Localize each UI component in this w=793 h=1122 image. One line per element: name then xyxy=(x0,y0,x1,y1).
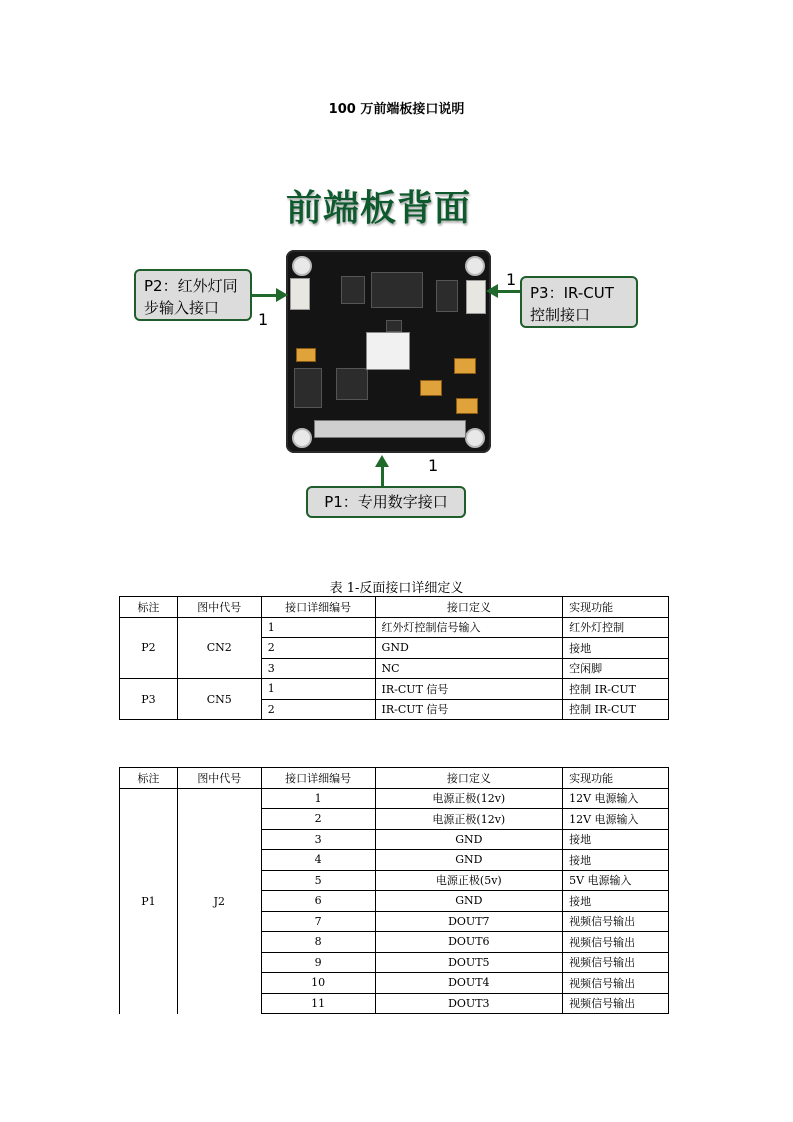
num-cell: 2 xyxy=(261,638,375,659)
num-cell: 11 xyxy=(261,993,375,1014)
header-cell: 标注 xyxy=(120,768,178,789)
table-row xyxy=(120,617,669,638)
header-cell: 接口定义 xyxy=(375,597,563,618)
def-cell: DOUT3 xyxy=(375,993,563,1014)
header-cell: 标注 xyxy=(120,597,178,618)
def-cell: GND xyxy=(375,891,563,912)
func-cell: 红外灯控制 xyxy=(563,617,669,638)
func-cell: 控制 IR-CUT xyxy=(563,699,669,720)
mount-hole xyxy=(292,428,312,448)
num-cell: 3 xyxy=(261,829,375,850)
header-cell: 实现功能 xyxy=(563,597,669,618)
def-cell: DOUT5 xyxy=(375,952,563,973)
mount-hole xyxy=(465,256,485,276)
def-cell: GND xyxy=(375,829,563,850)
num-cell: 4 xyxy=(261,850,375,871)
func-cell: 接地 xyxy=(563,829,669,850)
header-cell: 接口详细编号 xyxy=(261,597,375,618)
func-cell: 视频信号输出 xyxy=(563,911,669,932)
label-cell: P1 xyxy=(120,788,178,1014)
func-cell: 视频信号输出 xyxy=(563,993,669,1014)
num-cell: 7 xyxy=(261,911,375,932)
ic-chip xyxy=(336,368,368,400)
code-cell: J2 xyxy=(177,788,261,1014)
num-cell: 1 xyxy=(261,617,375,638)
func-cell: 接地 xyxy=(563,638,669,659)
num-cell: 8 xyxy=(261,932,375,953)
shield-plate xyxy=(366,332,410,370)
pin-one-mark: 1 xyxy=(258,310,269,329)
num-cell: 3 xyxy=(261,658,375,679)
table-row xyxy=(120,679,669,700)
def-cell: DOUT6 xyxy=(375,932,563,953)
arrow-p3 xyxy=(496,290,520,293)
callout-p1: P1：专用数字接口 xyxy=(306,486,466,518)
def-cell: IR-CUT 信号 xyxy=(375,679,563,700)
tantalum-capacitor xyxy=(296,348,316,362)
arrowhead-icon xyxy=(375,455,389,467)
func-cell: 接地 xyxy=(563,891,669,912)
table-row xyxy=(120,788,669,809)
ic-chip xyxy=(436,280,458,312)
def-cell: 电源正极(12v) xyxy=(375,809,563,830)
def-cell: GND xyxy=(375,850,563,871)
tantalum-capacitor xyxy=(456,398,478,414)
def-cell: NC xyxy=(375,658,563,679)
interface-table-j2 xyxy=(119,767,669,1014)
def-cell: GND xyxy=(375,638,563,659)
def-cell: IR-CUT 信号 xyxy=(375,699,563,720)
code-cell: CN5 xyxy=(177,679,261,720)
num-cell: 2 xyxy=(261,809,375,830)
ribbon-connector-j2 xyxy=(314,420,466,438)
def-cell: DOUT7 xyxy=(375,911,563,932)
mount-hole xyxy=(292,256,312,276)
def-cell: DOUT4 xyxy=(375,973,563,994)
header-cell: 接口详细编号 xyxy=(261,768,375,789)
num-cell: 9 xyxy=(261,952,375,973)
header-cell: 实现功能 xyxy=(563,768,669,789)
func-cell: 视频信号输出 xyxy=(563,973,669,994)
mount-hole xyxy=(465,428,485,448)
func-cell: 12V 电源输入 xyxy=(563,809,669,830)
header-cell: 图中代号 xyxy=(177,768,261,789)
func-cell: 视频信号输出 xyxy=(563,932,669,953)
def-cell: 红外灯控制信号输入 xyxy=(375,617,563,638)
connector-cn5 xyxy=(466,280,486,314)
pin-one-mark: 1 xyxy=(506,270,517,289)
table-header-row xyxy=(120,597,669,618)
arrowhead-icon xyxy=(276,288,288,302)
pin-one-mark: 1 xyxy=(428,456,439,475)
code-cell: CN2 xyxy=(177,617,261,679)
circuit-board-photo xyxy=(286,250,491,453)
ic-chip xyxy=(386,320,402,332)
num-cell: 2 xyxy=(261,699,375,720)
arrowhead-icon xyxy=(486,284,498,298)
tantalum-capacitor xyxy=(454,358,476,374)
table-caption: 表 1-反面接口详细定义 xyxy=(329,581,464,596)
label-cell: P2 xyxy=(120,617,178,679)
func-cell: 5V 电源输入 xyxy=(563,870,669,891)
header-cell: 图中代号 xyxy=(177,597,261,618)
func-cell: 空闲脚 xyxy=(563,658,669,679)
header-cell: 接口定义 xyxy=(375,768,563,789)
func-cell: 视频信号输出 xyxy=(563,952,669,973)
func-cell: 控制 IR-CUT xyxy=(563,679,669,700)
func-cell: 接地 xyxy=(563,850,669,871)
ic-chip xyxy=(371,272,423,308)
def-cell: 电源正极(5v) xyxy=(375,870,563,891)
label-cell: P3 xyxy=(120,679,178,720)
board-figure xyxy=(128,172,648,527)
num-cell: 1 xyxy=(261,679,375,700)
num-cell: 5 xyxy=(261,870,375,891)
document-title: 100 万前端板接口说明 xyxy=(328,102,465,117)
tantalum-capacitor xyxy=(420,380,442,396)
connector-cn2 xyxy=(290,278,310,310)
num-cell: 10 xyxy=(261,973,375,994)
callout-p3: P3：IR-CUT控制接口 xyxy=(520,276,638,328)
table-header-row xyxy=(120,768,669,789)
num-cell: 1 xyxy=(261,788,375,809)
num-cell: 6 xyxy=(261,891,375,912)
ic-chip xyxy=(294,368,322,408)
callout-p2: P2：红外灯同步输入接口 xyxy=(134,269,252,321)
figure-heading: 前端板背面 xyxy=(286,187,472,229)
interface-table-reverse xyxy=(119,596,669,720)
ic-chip xyxy=(341,276,365,304)
def-cell: 电源正极(12v) xyxy=(375,788,563,809)
func-cell: 12V 电源输入 xyxy=(563,788,669,809)
